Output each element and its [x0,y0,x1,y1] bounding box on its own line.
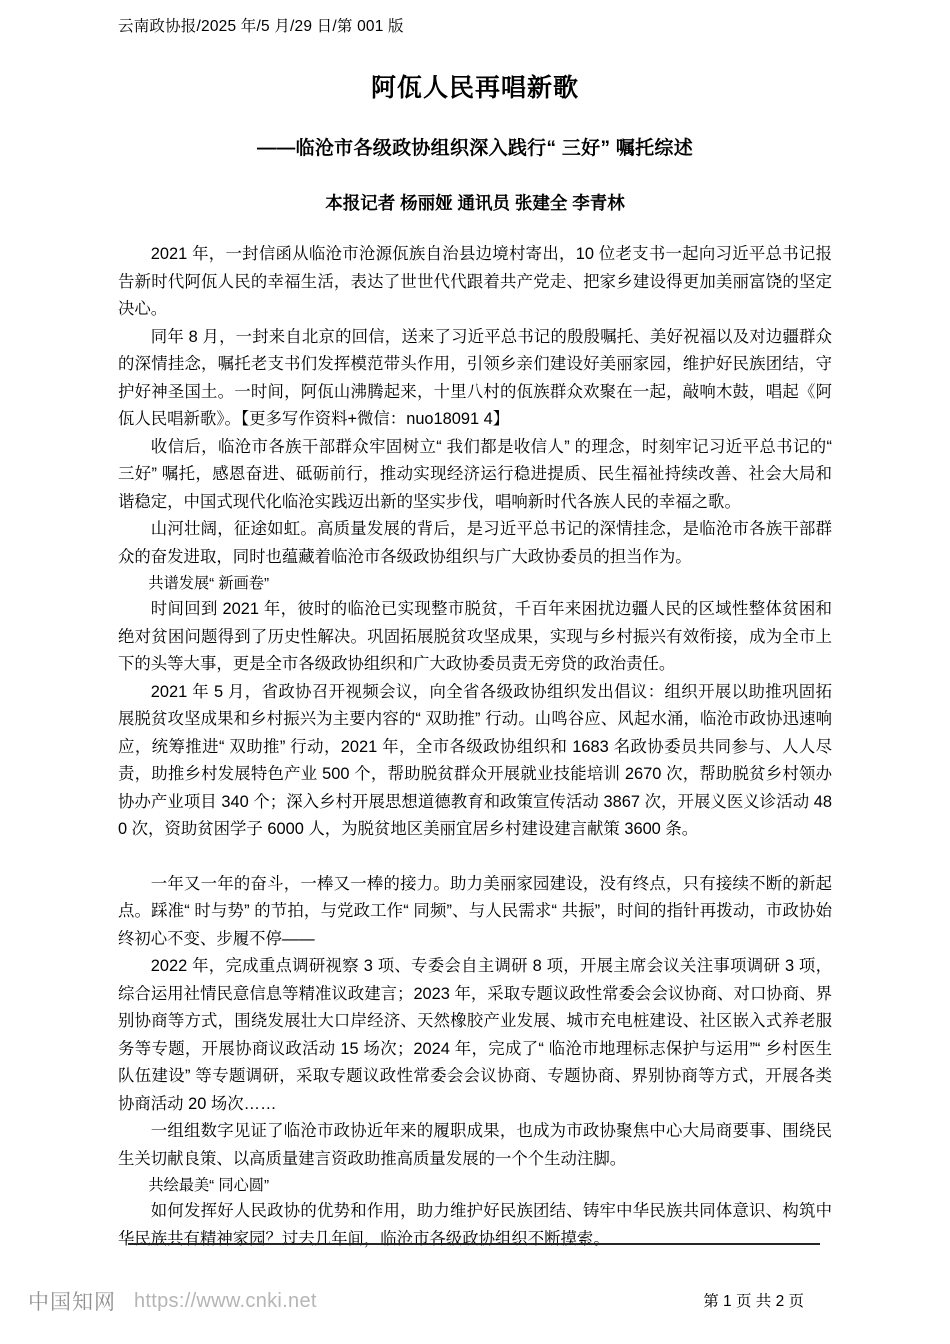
article-body [118,241,832,1253]
paragraph: 2021 年，一封信函从临沧市沧源佤族自治县边境村寄出，10 位老支书一起向习近平总书记报告新时代阿佤人民的幸福生活，表达了世世代代跟着共产党走、把家乡建设得更加美丽富饶的坚定决心。 [118,245,832,319]
page-number: 第 1 页 共 2 页 [703,1293,804,1311]
paragraph: 同年 8 月，一封来自北京的回信，送来了习近平总书记的殷殷嘱托、美好祝福以及对边疆群众的深情挂念，嘱托老支书们发挥模范带头作用，引领乡亲们建设好美丽家园，维护好民族团结，守护好神圣国土。一时间，阿佤山沸腾起来，十里八村的佤族群众欢聚在一起，敲响木鼓，唱起《阿佤人民唱新歌》。【更多写作资料+微信：nuo18091 4】 [118,327,832,429]
cnki-watermark [28,1286,317,1316]
paragraph: 如何发挥好人民政协的优势和作用，助力维护好民族团结、铸牢中华民族共同体意识、构筑中华民族共有精神家园？过去几年间，临沧市各级政协组织不断摸索。 [118,1202,832,1248]
cnki-logo-text: 中国知网 [28,1291,116,1314]
cnki-url-text: https://www.cnki.net [134,1289,317,1312]
running-head: 云南政协报/2025 年/5 月/29 日/第 001 版 [118,18,404,35]
paragraph: 收信后，临沧市各族干部群众牢固树立“ 我们都是收信人” 的理念，时刻牢记习近平总书记的“ 三好” 嘱托，感恩奋进、砥砺前行，推动实现经济运行稳进提质、民生福祉持续改善、社会大局和谐稳定，中国式现代化临沧实践迈出新的坚实步伐，唱响新时代各族人民的幸福之歌。 [118,437,832,511]
page-title: 阿佤人民再唱新歌 [370,73,579,102]
paragraph: 山河壮阔，征途如虹。高质量发展的背后，是习近平总书记的深情挂念，是临沧市各族干部群众的奋发进取，同时也蕴藏着临沧市各级政协组织与广大政协委员的担当作为。 [118,520,832,566]
paragraph: 一组组数字见证了临沧市政协近年来的履职成果，也成为市政协聚焦中心大局商要事、围绕民生关切献良策、以高质量建言资政助推高质量发展的一个个生动注脚。 [118,1122,832,1168]
byline: 本报记者 杨丽娅 通讯员 张建全 李青林 [325,192,625,213]
section-heading: 共谱发展“ 新画卷” [148,575,270,593]
document-subtitle: ——临沧市各级政协组织深入践行“ 三好” 嘱托综述 [256,138,694,160]
page-content [118,0,832,1311]
paragraph: 2021 年 5 月，省政协召开视频会议，向全省各级政协组织发出倡议：组织开展以助推巩固拓展脱贫攻坚成果和乡村振兴为主要内容的“ 双助推” 行动。山鸣谷应、风起水涌，临沧市政协迅速响应，统筹推进“ 双助推” 行动，2021 年，全市各级政协组织和 1683 名政协委员共同参与、人人尽责，助推乡村发展特色产业 500 个，帮助脱贫群众开展就业技能培训 2670 次，帮助脱贫乡村领办协办产业项目 340 个；深入乡村开展思想道德教育和政策宣传活动 3867 次，开展义医义诊活动 480 次，资助贫困学子 6000 人，为脱贫地区美丽宜居乡村建设建言献策 3600 条。 [118,682,832,839]
section-heading: 共绘最美“ 同心圆” [148,1177,270,1195]
paragraph: 时间回到 2021 年，彼时的临沧已实现整市脱贫，千百年来困扰边疆人民的区域性整体贫困和绝对贫困问题得到了历史性解决。巩固拓展脱贫攻坚成果，实现与乡村振兴有效衔接，成为全市上下的头等大事，更是全市各级政协组织和广大政协委员责无旁贷的政治责任。 [118,600,832,674]
footer-divider [128,1243,820,1245]
paragraph: 2022 年，完成重点调研视察 3 项、专委会自主调研 8 项，开展主席会议关注事项调研 3 项，综合运用社情民意信息等精准议政建言；2023 年，采取专题议政性常委会会议协商、对口协商、界别协商等方式，围绕发展壮大口岸经济、天然橡胶产业发展、城市充电桩建设、社区嵌入式养老服务等专题，开展协商议政活动 15 场次；2024 年，完成了“ 临沧市地理标志保护与运用”“ 乡村医生队伍建设” 等专题调研，采取专题议政性常委会会议协商、专题协商、界别协商等方式，开展各类协商活动 20 场次…… [118,957,832,1113]
paragraph: 一年又一年的奋斗，一棒又一棒的接力。助力美丽家园建设，没有终点，只有接续不断的新起点。踩准“ 时与势” 的节拍，与党政工作“ 同频”、与人民需求“ 共振”，时间的指针再拨动，市政协始终初心不变、步履不停—— [118,874,832,948]
